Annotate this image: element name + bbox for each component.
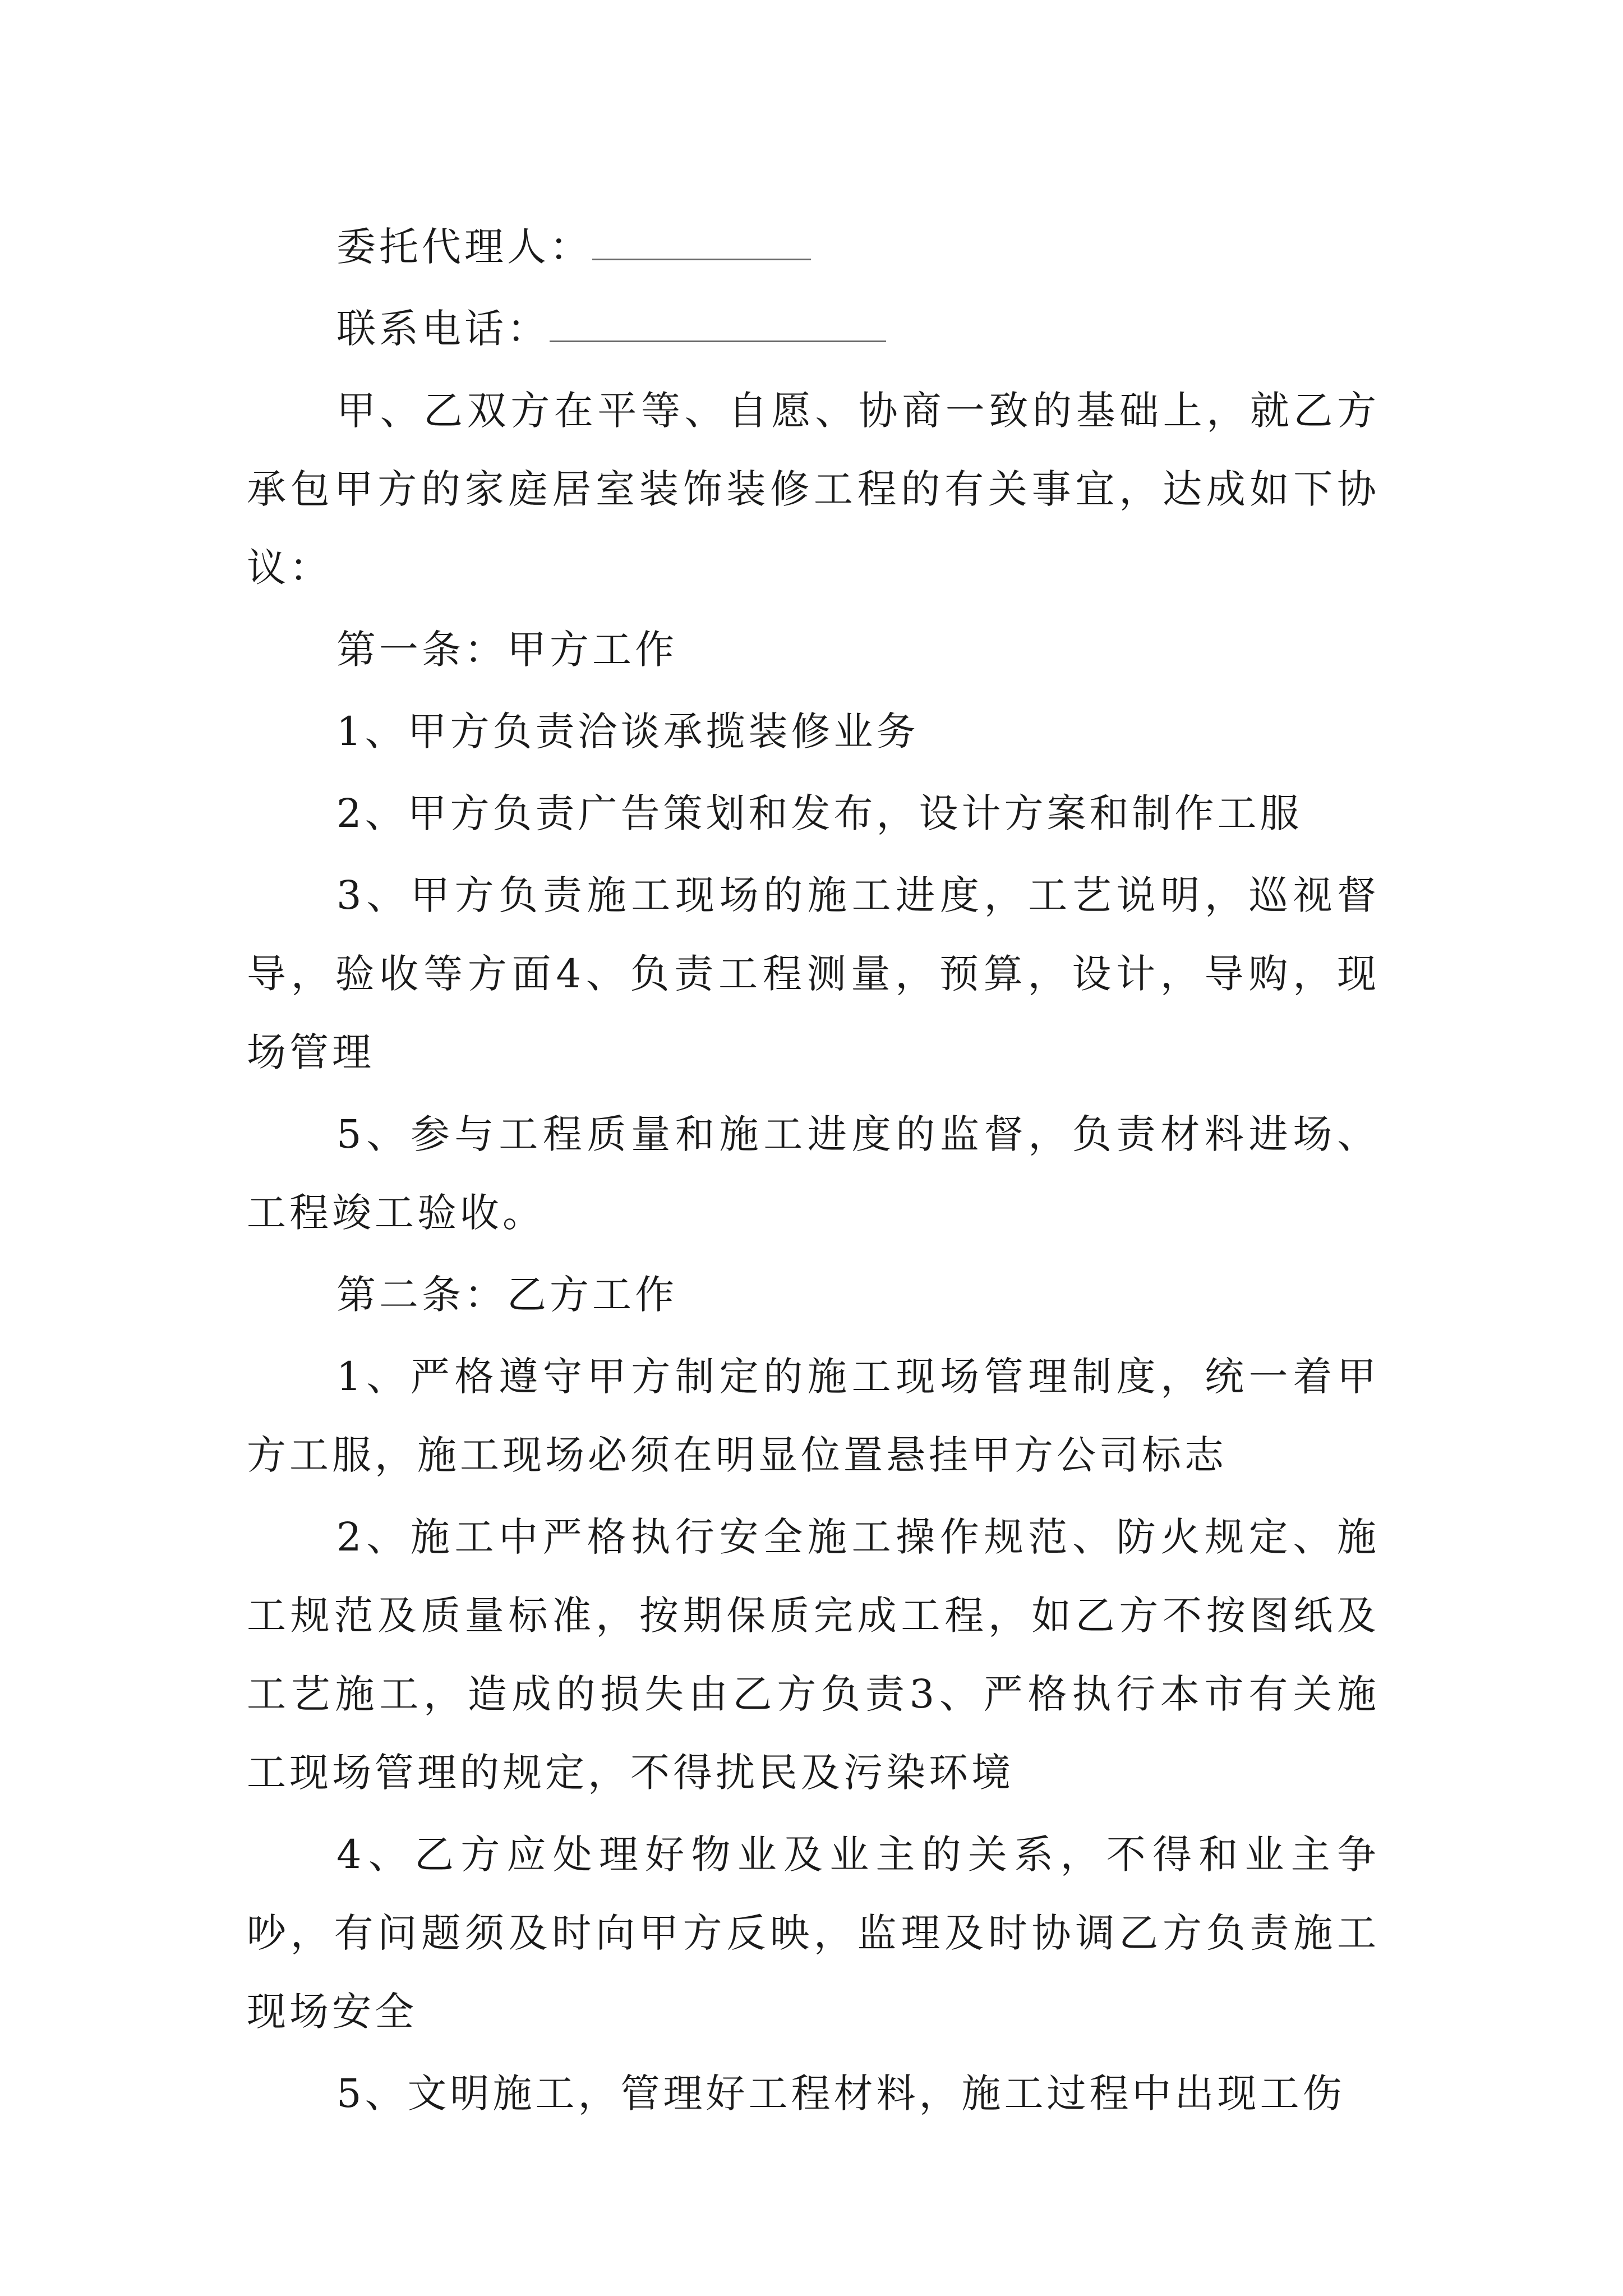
intro-paragraph: 甲、乙双方在平等、自愿、协商一致的基础上，就乙方承包甲方的家庭居室装饰装修工程的有关事宜，达成如下协议： bbox=[247, 388, 1380, 591]
agent-blank-line[interactable] bbox=[592, 225, 811, 260]
article-2-item-5: 5、文明施工，管理好工程材料，施工过程中出现工伤 bbox=[336, 2070, 1345, 2116]
article-2-heading: 第二条：乙方工作 bbox=[336, 1272, 677, 1318]
article-2-item-4: 4、乙方应处理好物业及业主的关系，不得和业主争吵，有问题须及时向甲方反映，监理及时协调乙方负责施工现场安全 bbox=[247, 1832, 1380, 2035]
document-body bbox=[247, 208, 1380, 2136]
agent-field bbox=[247, 208, 1380, 286]
agent-label: 委托代理人： bbox=[336, 224, 592, 270]
article-1-item-3: 3、甲方负责施工现场的施工进度，工艺说明，巡视督导，验收等方面4、负责工程测量，预算，设计，导购，现场管理 bbox=[247, 872, 1380, 1075]
article-2-item-2: 2、施工中严格执行安全施工操作规范、防火规定、施工规范及质量标准，按期保质完成工程，如乙方不按图纸及工艺施工，造成的损失由乙方负责3、严格执行本市有关施工现场管理的规定，不得扰民及污染环境 bbox=[247, 1514, 1380, 1796]
article-1-item-5: 5、参与工程质量和施工进度的监督，负责材料进场、工程竣工验收。 bbox=[247, 1111, 1380, 1236]
article-1-item-1: 1、甲方负责洽谈承揽装修业务 bbox=[336, 708, 919, 754]
article-1-heading: 第一条：甲方工作 bbox=[336, 627, 677, 673]
phone-blank-line[interactable] bbox=[550, 307, 886, 342]
phone-label: 联系电话： bbox=[336, 306, 550, 352]
article-2-item-1: 1、严格遵守甲方制定的施工现场管理制度，统一着甲方工服，施工现场必须在明显位置悬挂甲方公司标志 bbox=[247, 1354, 1380, 1478]
article-1-item-2: 2、甲方负责广告策划和发布，设计方案和制作工服 bbox=[336, 790, 1303, 836]
phone-field bbox=[247, 289, 1380, 368]
